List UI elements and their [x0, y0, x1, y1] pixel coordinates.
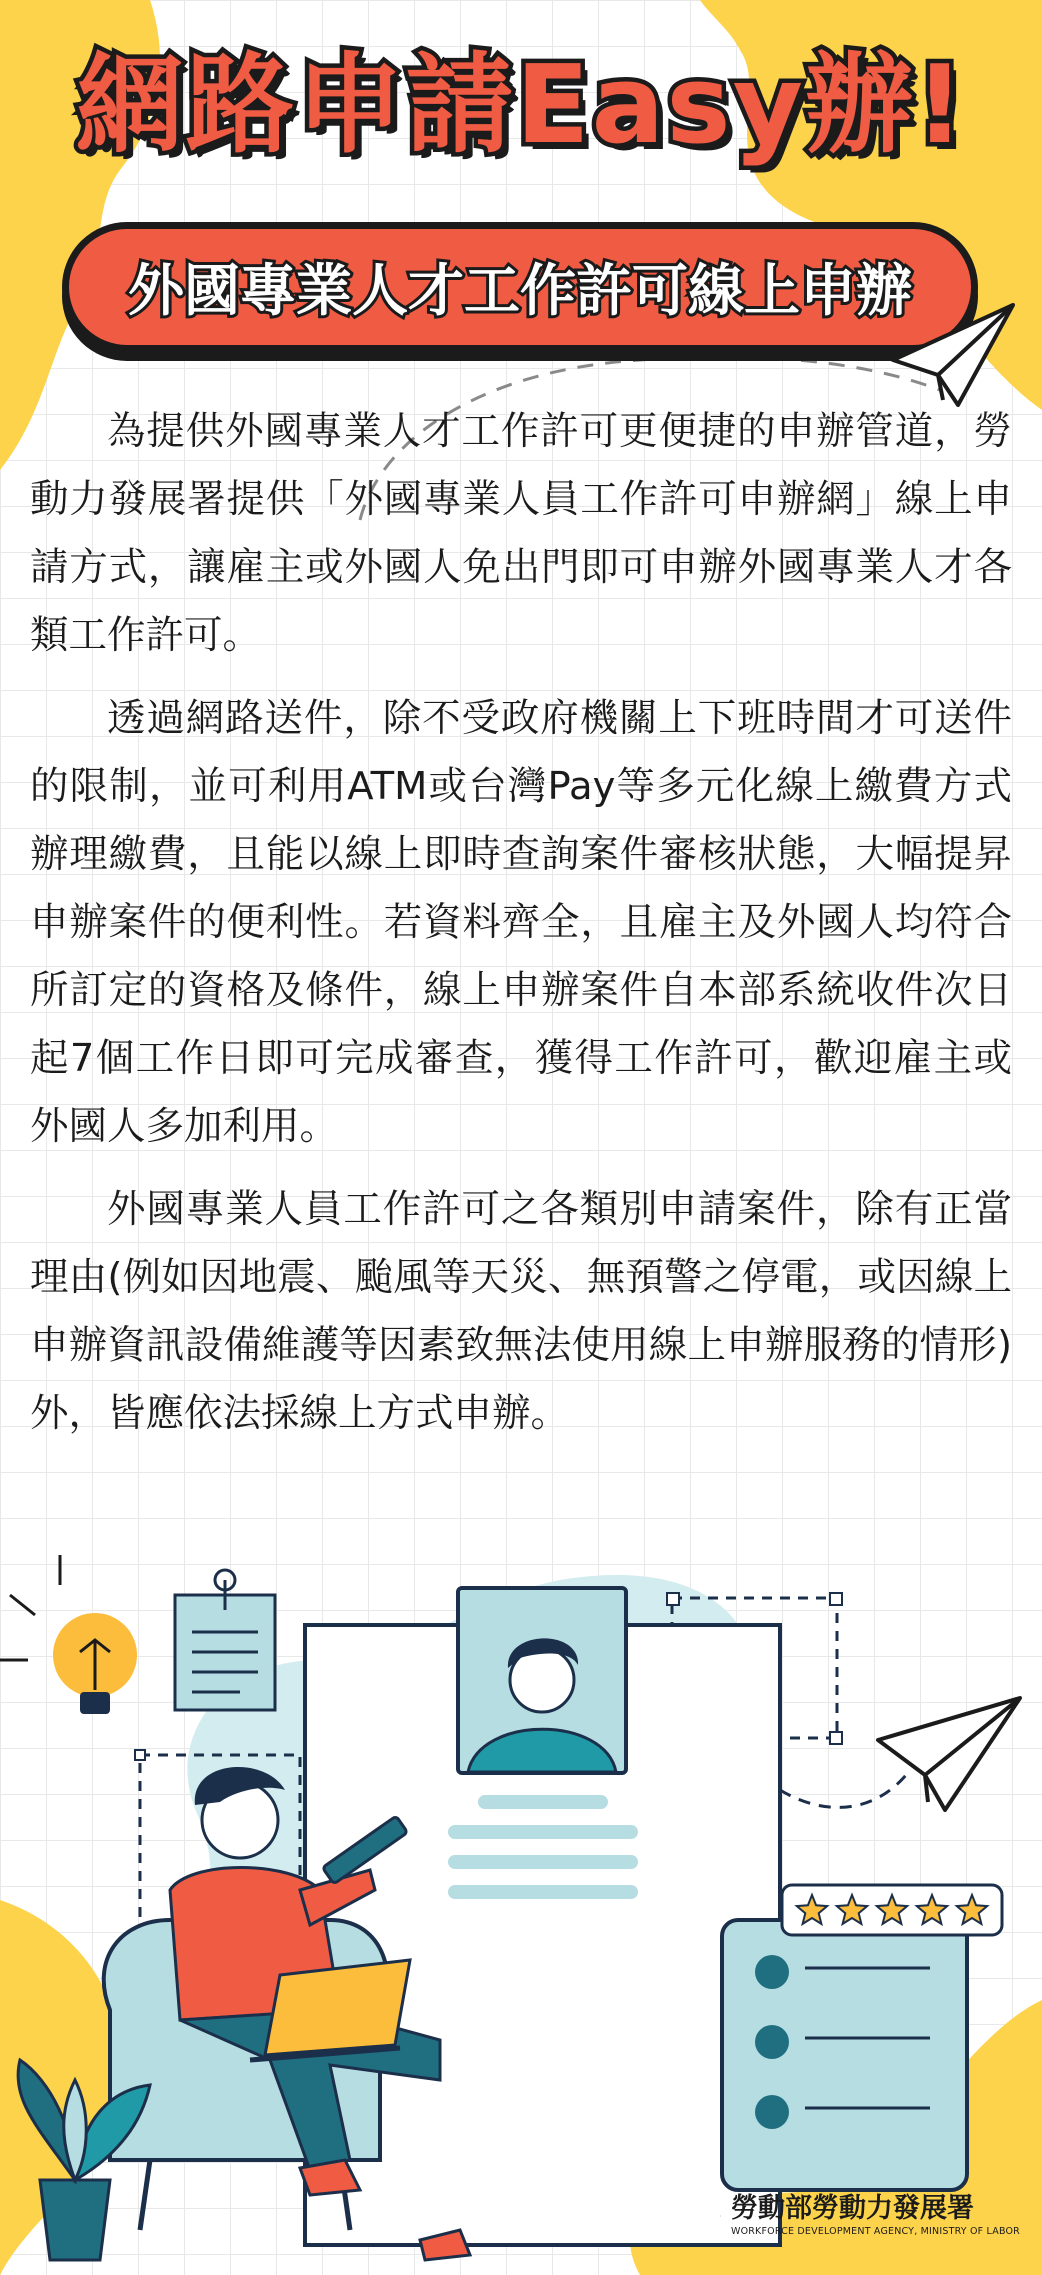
illustration-scene: [0, 1540, 1042, 2275]
subtitle-text: 外國專業人才工作許可線上申辦: [128, 259, 912, 324]
agency-name: 勞動部勞動力發展署: [730, 2193, 974, 2224]
notepad-icon: [175, 1570, 275, 1710]
profile-card-icon: [458, 1588, 626, 1773]
footer-logo: [720, 2186, 1020, 2246]
agency-logo-icon: [720, 2193, 721, 2239]
paragraph-3: 外國專業人員工作許可之各類別申請案件，除有正當理由(例如因地震、颱風等天災、無預警之停電，或因線上申辦資訊設備維護等因素致無法使用線上申辦服務的情形)外，皆應依法採線上方式申辦。: [30, 1187, 1012, 1436]
paragraph-1: 為提供外國專業人才工作許可更便捷的申辦管道，勞動力發展署提供「外國專業人員工作許可申辦網」線上申請方式，讓雇主或外國人免出門即可申辦外國專業人才各類工作許可。: [30, 409, 1012, 658]
agency-name-en: WORKFORCE DEVELOPMENT AGENCY, MINISTRY OF LABOR: [730, 2226, 1020, 2237]
subtitle-banner: [62, 222, 978, 352]
rating-box: [782, 1885, 1002, 1935]
body-text: [30, 398, 1012, 1463]
light-bulb-icon: [0, 1555, 137, 1714]
checklist-icon: [722, 1920, 967, 2190]
paper-plane-icon: [878, 1698, 1020, 1810]
page-title: 網路申請Easy辦!: [75, 43, 967, 168]
paper-plane-icon: [888, 300, 1018, 410]
paragraph-2: 透過網路送件，除不受政府機關上下班時間才可送件的限制，並可利用ATM或台灣Pay等多元化線上繳費方式辦理繳費，且能以線上即時查詢案件審核狀態，大幅提昇申辦案件的便利性。若資料齊全，且雇主及外國人均符合所訂定的資格及條件，線上申辦案件自本部系統收件次日起7個工作日即可完成審查，獲得工作許可，歡迎雇主或外國人多加利用。: [30, 696, 1012, 1149]
